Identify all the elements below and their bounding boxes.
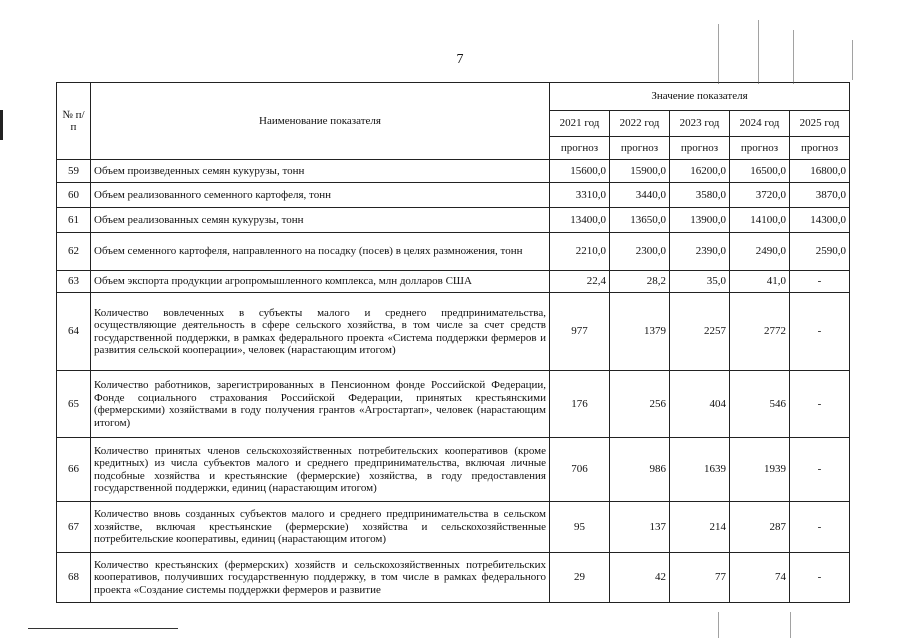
value-cell: 13900,0 bbox=[670, 208, 730, 233]
page-number: 7 bbox=[456, 52, 464, 67]
forecast-subheader: прогноз bbox=[610, 137, 670, 160]
forecast-subheader: прогноз bbox=[670, 137, 730, 160]
forecast-subheader: прогноз bbox=[790, 137, 850, 160]
row-number: 60 bbox=[57, 183, 91, 208]
table-row bbox=[57, 233, 850, 271]
value-cell: - bbox=[790, 293, 850, 371]
value-cell: 287 bbox=[730, 502, 790, 553]
forecast-subheader: прогноз bbox=[550, 137, 610, 160]
scan-artifact bbox=[718, 24, 719, 84]
value-cell: 404 bbox=[670, 371, 730, 438]
year-header: 2021 год bbox=[550, 111, 610, 137]
forecast-subheader: прогноз bbox=[730, 137, 790, 160]
value-cell: 214 bbox=[670, 502, 730, 553]
value-cell: - bbox=[790, 271, 850, 293]
year-header: 2024 год bbox=[730, 111, 790, 137]
scan-artifact bbox=[852, 40, 853, 80]
row-number: 67 bbox=[57, 502, 91, 553]
table-row bbox=[57, 160, 850, 183]
value-cell: 1639 bbox=[670, 438, 730, 502]
value-cell: 2390,0 bbox=[670, 233, 730, 271]
indicator-name: Объем реализованных семян кукурузы, тонн bbox=[91, 208, 550, 233]
bottom-rule bbox=[28, 628, 178, 629]
table-row bbox=[57, 293, 850, 371]
value-cell: - bbox=[790, 371, 850, 438]
row-number: 68 bbox=[57, 553, 91, 603]
table-row bbox=[57, 208, 850, 233]
year-header: 2023 год bbox=[670, 111, 730, 137]
year-header: 2022 год bbox=[610, 111, 670, 137]
value-cell: 137 bbox=[610, 502, 670, 553]
value-cell: 28,2 bbox=[610, 271, 670, 293]
indicator-name: Количество вновь созданных субъектов малого и среднего предпринимательства в сельском хозяйстве, включая крестьянские (фермерские) хозяйства и сельскохозяйственные потребительские кооперативы, единиц (нарастающим итогом) bbox=[91, 502, 550, 553]
value-cell: 3720,0 bbox=[730, 183, 790, 208]
value-cell: 3870,0 bbox=[790, 183, 850, 208]
value-cell: 13650,0 bbox=[610, 208, 670, 233]
indicator-name: Количество работников, зарегистрированных в Пенсионном фонде Российской Федерации, Фонде социального страхования Российской Федерации, принятых крестьянскими (фермерскими) хозяйствами в году получения грантов «Агростартап», человек (нарастающим итогом) bbox=[91, 371, 550, 438]
value-cell: 14300,0 bbox=[790, 208, 850, 233]
indicator-name: Объем экспорта продукции агропромышленного комплекса, млн долларов США bbox=[91, 271, 550, 293]
value-cell: 986 bbox=[610, 438, 670, 502]
indicators-table bbox=[56, 82, 850, 603]
value-cell: 2300,0 bbox=[610, 233, 670, 271]
value-cell: 77 bbox=[670, 553, 730, 603]
row-number: 64 bbox=[57, 293, 91, 371]
value-cell: 3310,0 bbox=[550, 183, 610, 208]
table-row bbox=[57, 271, 850, 293]
row-number: 63 bbox=[57, 271, 91, 293]
table-row bbox=[57, 553, 850, 603]
value-cell: 14100,0 bbox=[730, 208, 790, 233]
name-header bbox=[91, 83, 550, 160]
value-group-label: Значение показателя bbox=[651, 90, 748, 103]
value-cell: - bbox=[790, 553, 850, 603]
value-cell: 74 bbox=[730, 553, 790, 603]
value-cell: 3580,0 bbox=[670, 183, 730, 208]
value-cell: 2490,0 bbox=[730, 233, 790, 271]
value-cell: 15900,0 bbox=[610, 160, 670, 183]
row-number: 59 bbox=[57, 160, 91, 183]
indicator-name: Количество вовлеченных в субъекты малого и среднего предпринимательства, осуществляющие деятельность в сфере сельского хозяйства, в том числе за счет средств государственной поддержки, в рамках федерального проекта «Система поддержки фермеров и развития сельской кооперации», человек (нарастающим итогом) bbox=[91, 293, 550, 371]
year-header: 2025 год bbox=[790, 111, 850, 137]
row-number: 65 bbox=[57, 371, 91, 438]
value-cell: 1379 bbox=[610, 293, 670, 371]
value-cell: 2772 bbox=[730, 293, 790, 371]
value-cell: 42 bbox=[610, 553, 670, 603]
table-row bbox=[57, 438, 850, 502]
value-cell: 1939 bbox=[730, 438, 790, 502]
table-row bbox=[57, 371, 850, 438]
indicator-name: Объем произведенных семян кукурузы, тонн bbox=[91, 160, 550, 183]
value-cell: 3440,0 bbox=[610, 183, 670, 208]
row-number: 61 bbox=[57, 208, 91, 233]
value-cell: 706 bbox=[550, 438, 610, 502]
value-cell: 95 bbox=[550, 502, 610, 553]
num-header-label: № п/п bbox=[62, 108, 85, 133]
value-group-header bbox=[550, 83, 850, 111]
value-cell: 35,0 bbox=[670, 271, 730, 293]
value-cell: 22,4 bbox=[550, 271, 610, 293]
value-cell: 2210,0 bbox=[550, 233, 610, 271]
scan-artifact bbox=[718, 612, 719, 638]
value-cell: 256 bbox=[610, 371, 670, 438]
table-body bbox=[57, 160, 850, 603]
indicator-name: Количество принятых членов сельскохозяйственных потребительских кооперативов (кроме кредитных) из числа субъектов малого и среднего предпринимательства, включая личные подсобные хозяйства и крестьянские (фермерские) хозяйства, в году предоставления государственной поддержки, единиц (нарастающим итогом) bbox=[91, 438, 550, 502]
value-cell: 16800,0 bbox=[790, 160, 850, 183]
indicator-name: Объем реализованного семенного картофеля, тонн bbox=[91, 183, 550, 208]
value-cell: 546 bbox=[730, 371, 790, 438]
value-cell: - bbox=[790, 502, 850, 553]
value-cell: 15600,0 bbox=[550, 160, 610, 183]
indicator-name: Объем семенного картофеля, направленного на посадку (посев) в целях размножения, тонн bbox=[91, 233, 550, 271]
value-cell: - bbox=[790, 438, 850, 502]
value-cell: 16500,0 bbox=[730, 160, 790, 183]
value-cell: 2257 bbox=[670, 293, 730, 371]
value-cell: 2590,0 bbox=[790, 233, 850, 271]
value-cell: 977 bbox=[550, 293, 610, 371]
scan-artifact bbox=[790, 612, 791, 638]
scan-artifact bbox=[758, 20, 759, 84]
value-cell: 16200,0 bbox=[670, 160, 730, 183]
value-cell: 13400,0 bbox=[550, 208, 610, 233]
row-number: 62 bbox=[57, 233, 91, 271]
table-header bbox=[57, 83, 850, 160]
scan-artifact bbox=[793, 30, 794, 84]
indicator-name: Количество крестьянских (фермерских) хозяйств и сельскохозяйственных потребительских кооперативов, получивших государственную поддержку, в том числе в рамках федерального проекта «Создание системы поддержки фермеров и развитие bbox=[91, 553, 550, 603]
row-number: 66 bbox=[57, 438, 91, 502]
binding-mark bbox=[0, 118, 3, 130]
table-row bbox=[57, 502, 850, 553]
table-row bbox=[57, 183, 850, 208]
value-cell: 41,0 bbox=[730, 271, 790, 293]
value-cell: 29 bbox=[550, 553, 610, 603]
value-cell: 176 bbox=[550, 371, 610, 438]
name-header-label: Наименование показателя bbox=[259, 114, 381, 127]
num-header bbox=[57, 83, 91, 160]
